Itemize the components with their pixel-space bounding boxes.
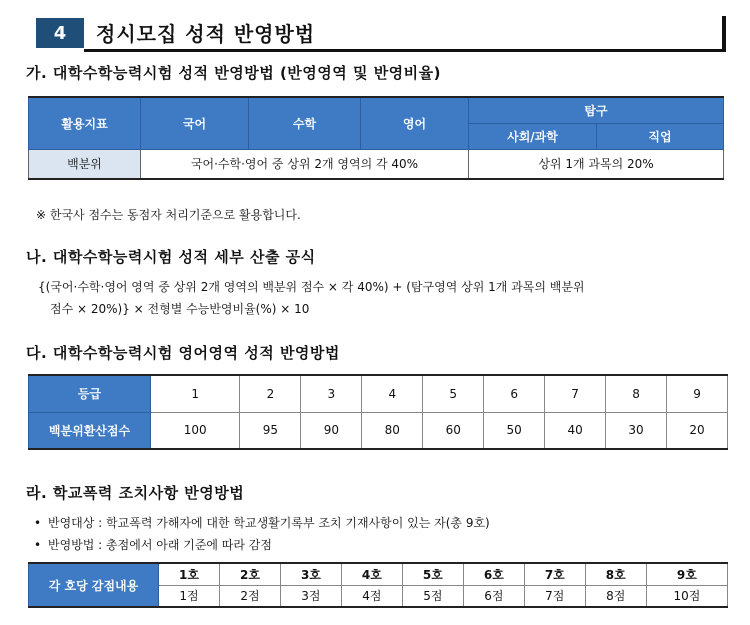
section-header [36, 12, 726, 52]
heading-part-c: 다. 대학수학능력시험 영어영역 성적 반영방법 [26, 344, 340, 362]
heading-part-a: 가. 대학수학능력시험 성적 반영방법 (반영영역 및 반영비율) [26, 64, 442, 82]
grade-cell: 8 [606, 375, 667, 412]
grade-cell: 4 [362, 375, 423, 412]
col-english: 영어 [361, 97, 469, 149]
bullet-dot-icon: • [34, 516, 42, 530]
measure-cell: 1호 [159, 563, 220, 585]
score-cell: 20 [667, 412, 728, 449]
measure-cell: 9호 [646, 563, 727, 585]
formula-line-2: 점수 × 20%)} × 전형별 수능반영비율(%) × 10 [50, 302, 310, 316]
school-violence-bullets [34, 512, 490, 556]
deduction-cell: 1점 [159, 585, 220, 607]
korean-history-note: ※ 한국사 점수는 동점자 처리기준으로 활용합니다. [36, 208, 301, 222]
bullet-dot-icon: • [34, 538, 42, 552]
deduction-cell: 7점 [524, 585, 585, 607]
deduction-cell: 2점 [219, 585, 280, 607]
heading-part-b: 나. 대학수학능력시험 성적 세부 산출 공식 [26, 248, 316, 266]
col-social-science: 사회/과학 [469, 123, 597, 149]
deduction-cell: 8점 [585, 585, 646, 607]
col-indicator: 활용지표 [29, 97, 141, 149]
grade-cell: 5 [423, 375, 484, 412]
measure-cell: 2호 [219, 563, 280, 585]
score-cell: 60 [423, 412, 484, 449]
english-grade-table [28, 374, 728, 450]
row-label-deduction: 각 호당 감점내용 [29, 563, 159, 607]
header-horizontal-rule [84, 49, 726, 52]
score-formula [38, 276, 728, 320]
row-label-grade: 등급 [29, 375, 151, 412]
row-label-converted-score: 백분위환산점수 [29, 412, 151, 449]
bullet-method-text: 반영방법 : 총점에서 아래 기준에 따라 감점 [48, 538, 272, 552]
bullet-method [34, 534, 490, 556]
score-cell: 100 [151, 412, 240, 449]
col-korean: 국어 [141, 97, 249, 149]
deduction-cell: 10점 [646, 585, 727, 607]
row-label-percentile: 백분위 [29, 149, 141, 179]
col-math: 수학 [249, 97, 361, 149]
heading-part-d: 라. 학교폭력 조치사항 반영방법 [26, 484, 245, 502]
col-vocational: 직업 [597, 123, 724, 149]
grade-cell: 3 [301, 375, 362, 412]
measure-cell: 4호 [341, 563, 402, 585]
score-cell: 40 [545, 412, 606, 449]
deduction-table [28, 562, 728, 608]
formula-line-1: {(국어·수학·영어 영역 중 상위 2개 영역의 백분위 점수 × 각 40%) + (탐구영역 상위 1개 과목의 백분위 [38, 280, 585, 294]
measure-cell: 3호 [280, 563, 341, 585]
bullet-target [34, 512, 490, 534]
section-number: 4 [36, 18, 84, 48]
cell-main-weight: 국어·수학·영어 중 상위 2개 영역의 각 40% [141, 149, 469, 179]
score-cell: 90 [301, 412, 362, 449]
measure-cell: 5호 [402, 563, 463, 585]
measure-cell: 7호 [524, 563, 585, 585]
deduction-cell: 5점 [402, 585, 463, 607]
measure-cell: 6호 [463, 563, 524, 585]
header-vertical-rule [722, 16, 726, 52]
grade-cell: 7 [545, 375, 606, 412]
deduction-cell: 6점 [463, 585, 524, 607]
grade-cell: 6 [484, 375, 545, 412]
bullet-target-text: 반영대상 : 학교폭력 가해자에 대한 학교생활기록부 조치 기재사항이 있는 자(총 9호) [48, 516, 490, 530]
grade-cell: 1 [151, 375, 240, 412]
score-cell: 80 [362, 412, 423, 449]
cell-inquiry-weight: 상위 1개 과목의 20% [469, 149, 724, 179]
deduction-cell: 3점 [280, 585, 341, 607]
grade-cell: 9 [667, 375, 728, 412]
measure-cell: 8호 [585, 563, 646, 585]
score-cell: 95 [240, 412, 301, 449]
deduction-cell: 4점 [341, 585, 402, 607]
grade-cell: 2 [240, 375, 301, 412]
score-cell: 50 [484, 412, 545, 449]
score-cell: 30 [606, 412, 667, 449]
section-title: 정시모집 성적 반영방법 [96, 22, 316, 46]
suneung-weight-table [28, 96, 724, 180]
col-inquiry: 탐구 [469, 97, 724, 123]
